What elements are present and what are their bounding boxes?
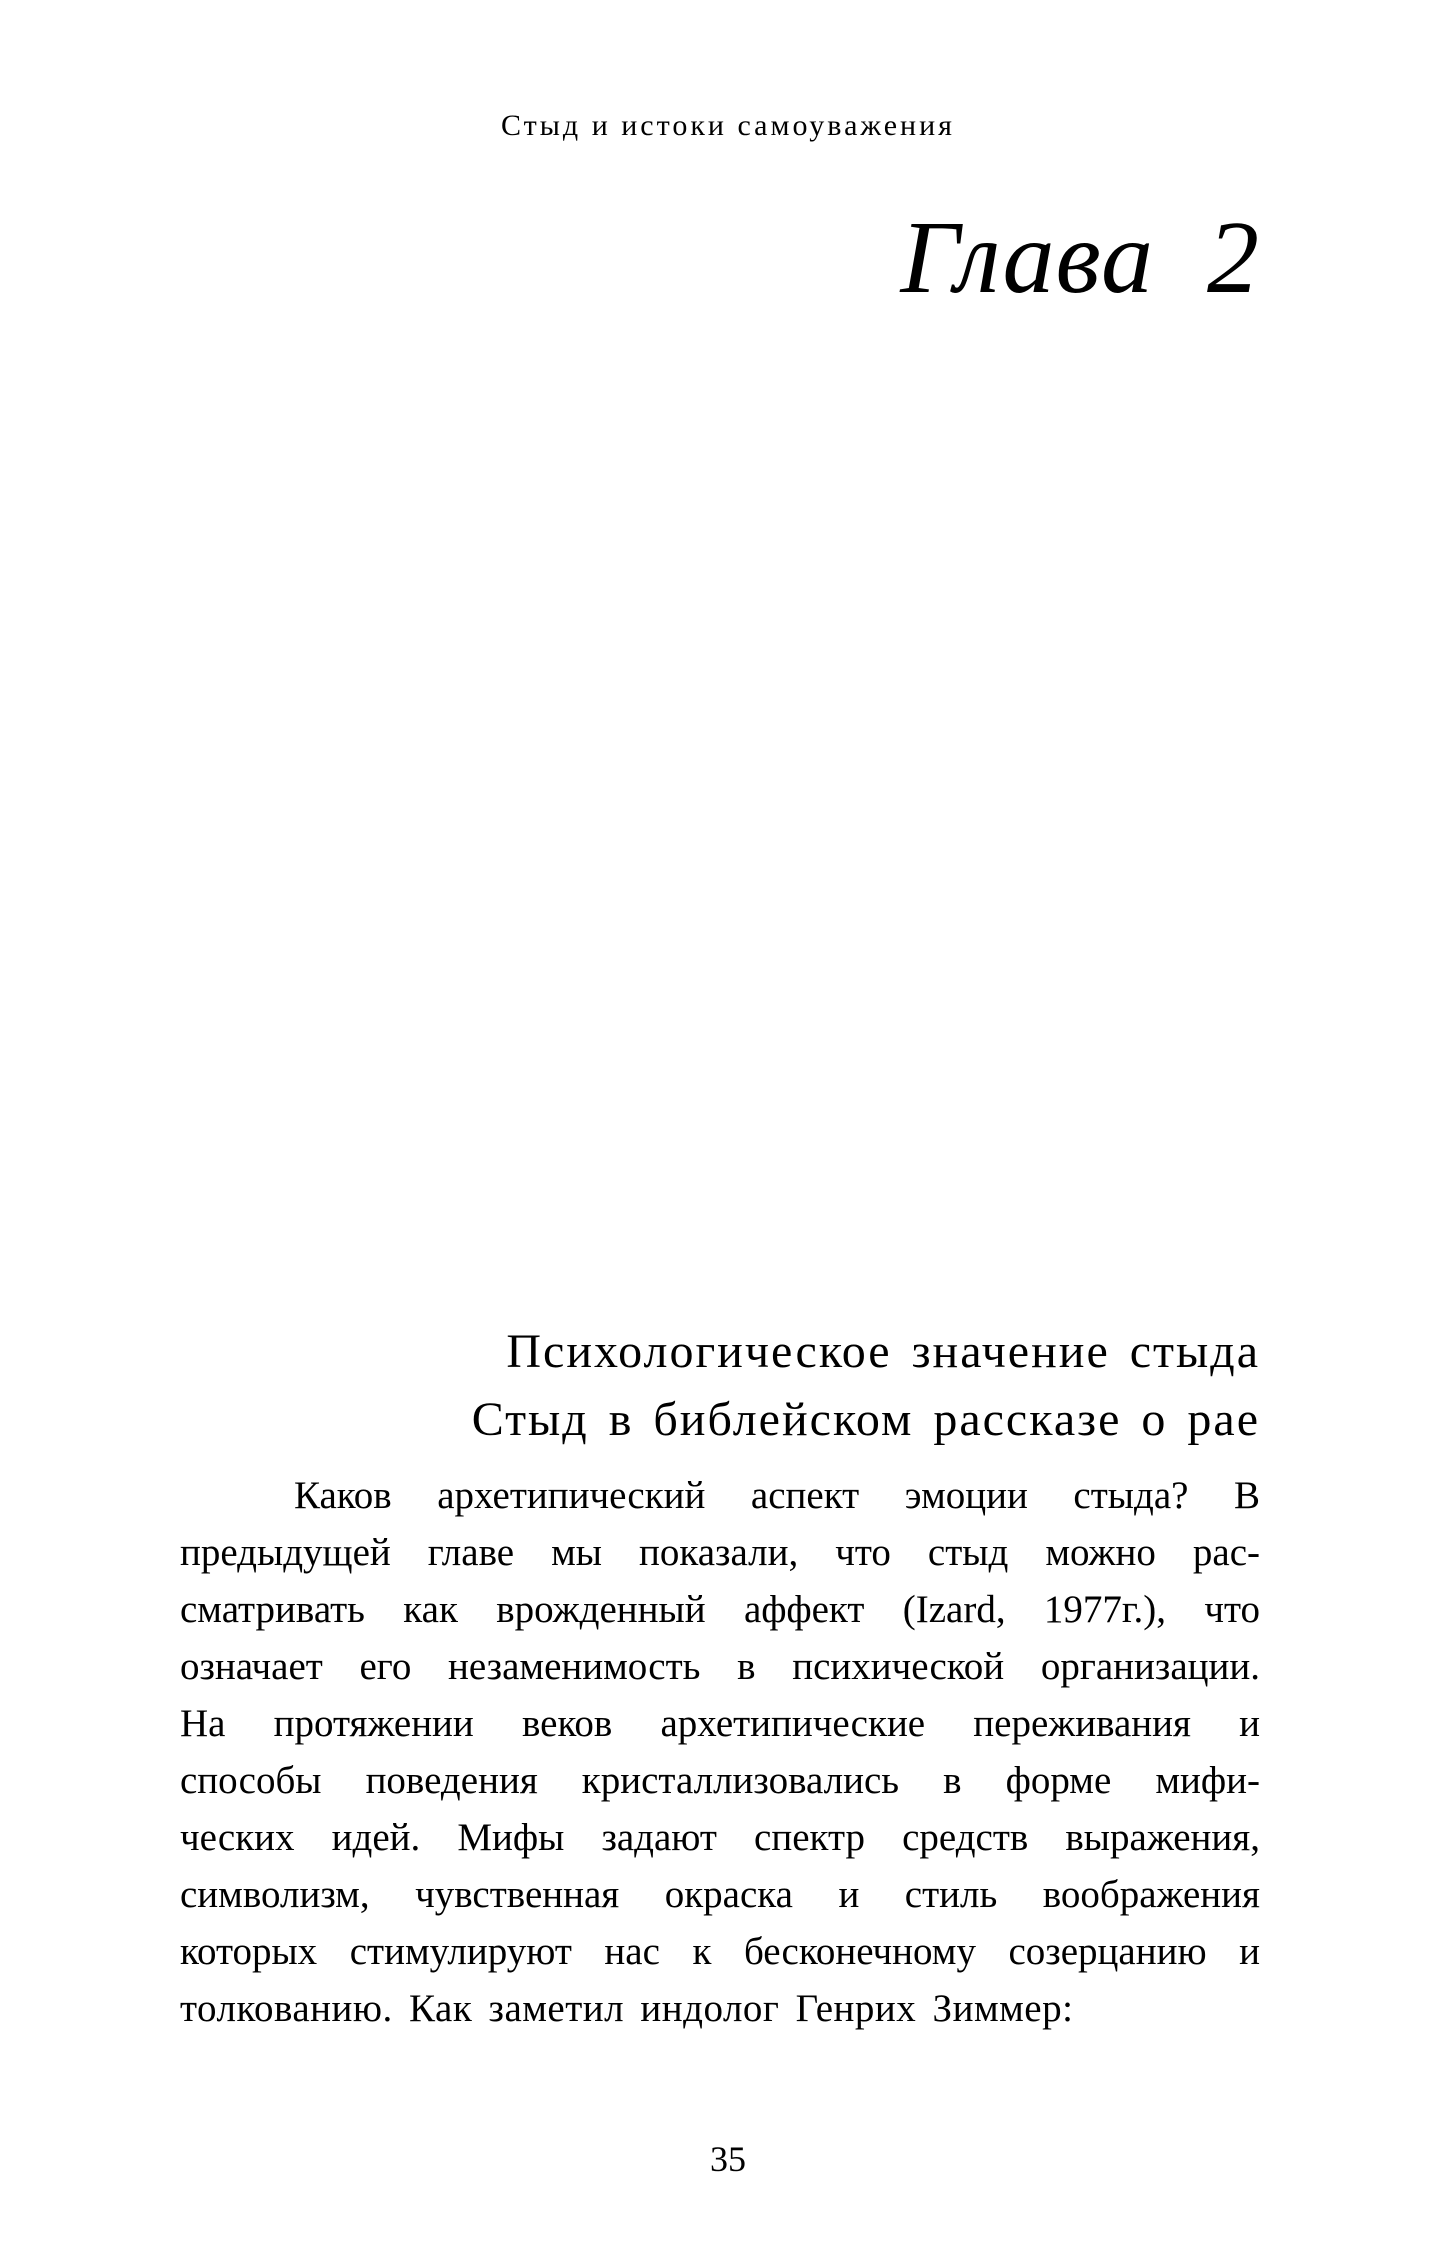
- text-line: сматривать как врожденный аффект (Izard, 1977г.), что: [180, 1588, 1260, 1631]
- chapter-title: Глава 2: [900, 200, 1260, 315]
- text-line: означает его незаменимость в психической организации.: [180, 1645, 1260, 1688]
- body-paragraph: [180, 1467, 1260, 2037]
- text-line: На протяжении веков архетипические переживания и: [180, 1702, 1260, 1745]
- text-line: которых стимулируют нас к бесконечному созерцанию и: [180, 1930, 1260, 1973]
- text-line: ческих идей. Мифы задают спектр средств выражения,: [180, 1816, 1260, 1859]
- text-line: Каков архетипический аспект эмоции стыда? В: [294, 1474, 1260, 1517]
- text-line: символизм, чувственная окраска и стиль воображения: [180, 1873, 1260, 1916]
- section-headings: [472, 1318, 1260, 1454]
- section-heading: Психологическое значение стыда: [506, 1325, 1260, 1378]
- page-number: 35: [710, 2139, 746, 2179]
- running-head: Стыд и истоки самоуважения: [501, 109, 955, 142]
- text-line: предыдущей главе мы показали, что стыд можно рас-: [180, 1531, 1260, 1574]
- text-line: толкованию. Как заметил индолог Генрих Зиммер:: [180, 1987, 1074, 2030]
- section-heading: Стыд в библейском рассказе о рае: [471, 1393, 1260, 1446]
- text-line: способы поведения кристаллизовались в форме мифи-: [180, 1759, 1260, 1802]
